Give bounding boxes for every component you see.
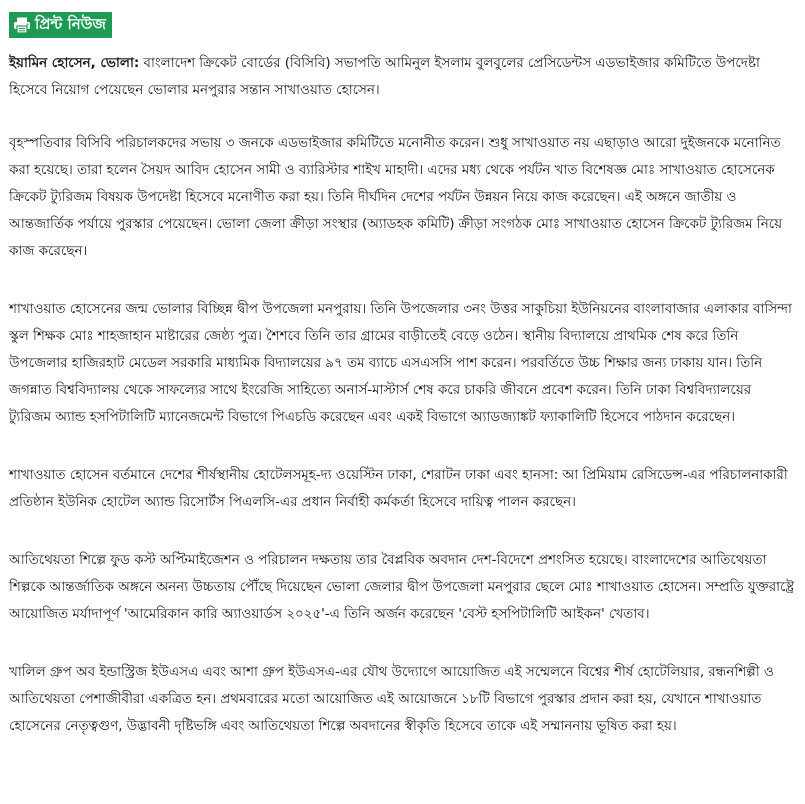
paragraph: আতিথেয়তা শিল্পে ফুড কস্ট অপ্টিমাইজেশন ও পরিচালন দক্ষতায় তার বৈপ্লবিক অবদান দেশ-বিদেশে প্রশংসিত হয়েছে। বাংলাদেশের আতিথেয়তা শিল্পকে আন্তর্জাতিক অঙ্গনে অনন্য উচ্চতায় পৌঁছে দিয়েছেন ভোলা জেলার দ্বীপ উপজেলা মনপুরার ছেলে মোঃ শাখাওয়াত হোসেন। সম্প্রতি যুক্তরাষ্ট্রে আয়োজিত মর্যাদাপূর্ণ 'আমেরিকান কারি অ্যাওয়ার্ডস ২০২৫'-এ তিনি অর্জন করেছেন 'বেস্ট হসপিটালিটি আইকন' খেতাব। — [9, 552, 795, 622]
printer-icon — [13, 16, 31, 34]
article-body — [9, 50, 795, 740]
print-news-badge[interactable] — [9, 12, 112, 38]
paragraph: শাখাওয়াত হোসেনের জন্ম ভোলার বিচ্ছিন্ন দ্বীপ উপজেলা মনপুরায়। তিনি উপজেলার ৩নং উত্তর সাকুচিয়া ইউনিয়নের বাংলাবাজার এলাকার বাসিন্দা স্কুল শিক্ষক মোঃ শাহজাহান মাষ্টারের জেষ্ঠ্য পুত্র। শৈশবে তিনি তার গ্রামের বাড়ীতেই বেড়ে ওঠেন। স্থানীয় বিদ্যালয়ে প্রাথমিক শেষ করে তিনি উপজেলার হাজিরহাট মেডেল সরকারি মাধ্যমিক বিদ্যালয়ের ৯৭ তম ব্যাচে এসএসসি পাশ করেন। পরবর্তিতে উচ্চ শিক্ষার জন্য ঢাকায় যান। তিনি জগন্নাত বিশ্ববিদ্যালয় থেকে সাফল্যের সাথে ইংরেজি সাহিত্যে অনার্স-মাস্টার্স শেষ করে চাকরি জীবনে প্রবেশ করেন। তিনি ঢাকা বিশ্ববিদ্যালয়ের ট্যুরিজম অ্যান্ড হসপিটালিটি ম্যানেজমেন্ট বিভাগে পিএচডি করেছেন এবং একই বিভাগে অ্যাডজ্যাঙ্কট ফ্যাকালিটি হিসেবে পাঠদান করেছেন। — [9, 301, 792, 425]
lead-text: বাংলাদেশ ক্রিকেট বোর্ডের (বিসিবি) সভাপতি আমিনুল ইসলাম বুলবুলের প্রেসিডেন্টস এডভাইজার কমিটিতে উপদেষ্টা হিসেবে নিয়োগ পেয়েছেন ভোলার মনপুরার সন্তান সাখাওয়াত হোসেন। — [9, 55, 760, 98]
paragraph: খালিল গ্রুপ অব ইন্ডাস্ট্রিজ ইউএসএ এবং আশা গ্রুপ ইউএসএ-এর যৌথ উদ্যোগে আয়োজিত এই সম্মেলনে বিশ্বের শীর্ষ হোটেলিয়ার, রন্ধনশিল্পী ও আতিথেয়তা পেশাজীবীরা একত্রিত হন। প্রথমবারের মতো আয়োজিত এই আয়োজনে ১৮টি বিভাগে পুরস্কার প্রদান করা হয়, যেখানে শাখাওয়াত হোসেনের নেতৃত্বগুণ, উদ্ভাবনী দৃষ্টিভঙ্গি এবং আতিথেয়তা শিল্পে অবদানের স্বীকৃতি হিসেবে তাকে এই সম্মাননায় ভূষিত করা হয়। — [9, 664, 774, 734]
paragraph: শাখাওয়াত হোসেন বর্তমানে দেশের শীর্ষস্থানীয় হোটেলসমূহ-দ্য ওয়েস্টিন ঢাকা, শেরাটন ঢাকা এবং হানসা: আ প্রিমিয়াম রেসিডেন্স-এর পরিচালনাকারী প্রতিষ্ঠান ইউনিক হোটেল অ্যান্ড রিসোর্টস পিএলসি-এর প্রধান নির্বাহী কর্মকর্তা হিসেবে দায়িত্ব পালন করছেন। — [9, 467, 788, 510]
lead-paragraph — [9, 50, 795, 104]
byline: ইয়ামিন হোসেন, ভোলা: — [9, 55, 140, 71]
news-print-page — [9, 12, 795, 771]
print-news-label: প্রিন্ট নিউজ — [35, 14, 106, 33]
paragraph: বৃহস্পতিবার বিসিবি পরিচালকদের সভায় ৩ জনকে এডভাইজার কমিটিতে মনোনীত করেন। শুধু সাখাওয়াত নয় এছাড়াও আরো দুইজনকে মনোনিত করা হয়েছে। তারা হলেন সৈয়দ আবিদ হোসেন সামী ও ব্যারিস্টার শাইখ মাহাদী। এদের মধ্য থেকে পর্যটন খাত বিশেষজ্ঞ মোঃ সাখাওয়াত হোসেনেক ক্রিকেট ট্যুরিজম বিষয়ক উপদেষ্টা হিসেবে মনোণীত করা হয়। তিনি দীর্ঘদিন দেশের পর্যটন উন্নয়ন নিয়ে কাজ করেছেন। এই অঙ্গনে জাতীয় ও আন্তজার্তিক পর্যায়ে পুরস্কার পেয়েছেন। ভোলা জেলা ক্রীড়া সংস্থার (অ্যাডহক কমিটি) ক্রীড়া সংগঠক মোঃ সাখাওয়াত হোসেন ক্রিকেট ট্যুরিজম নিয়ে কাজ করেছেন। — [9, 135, 783, 259]
